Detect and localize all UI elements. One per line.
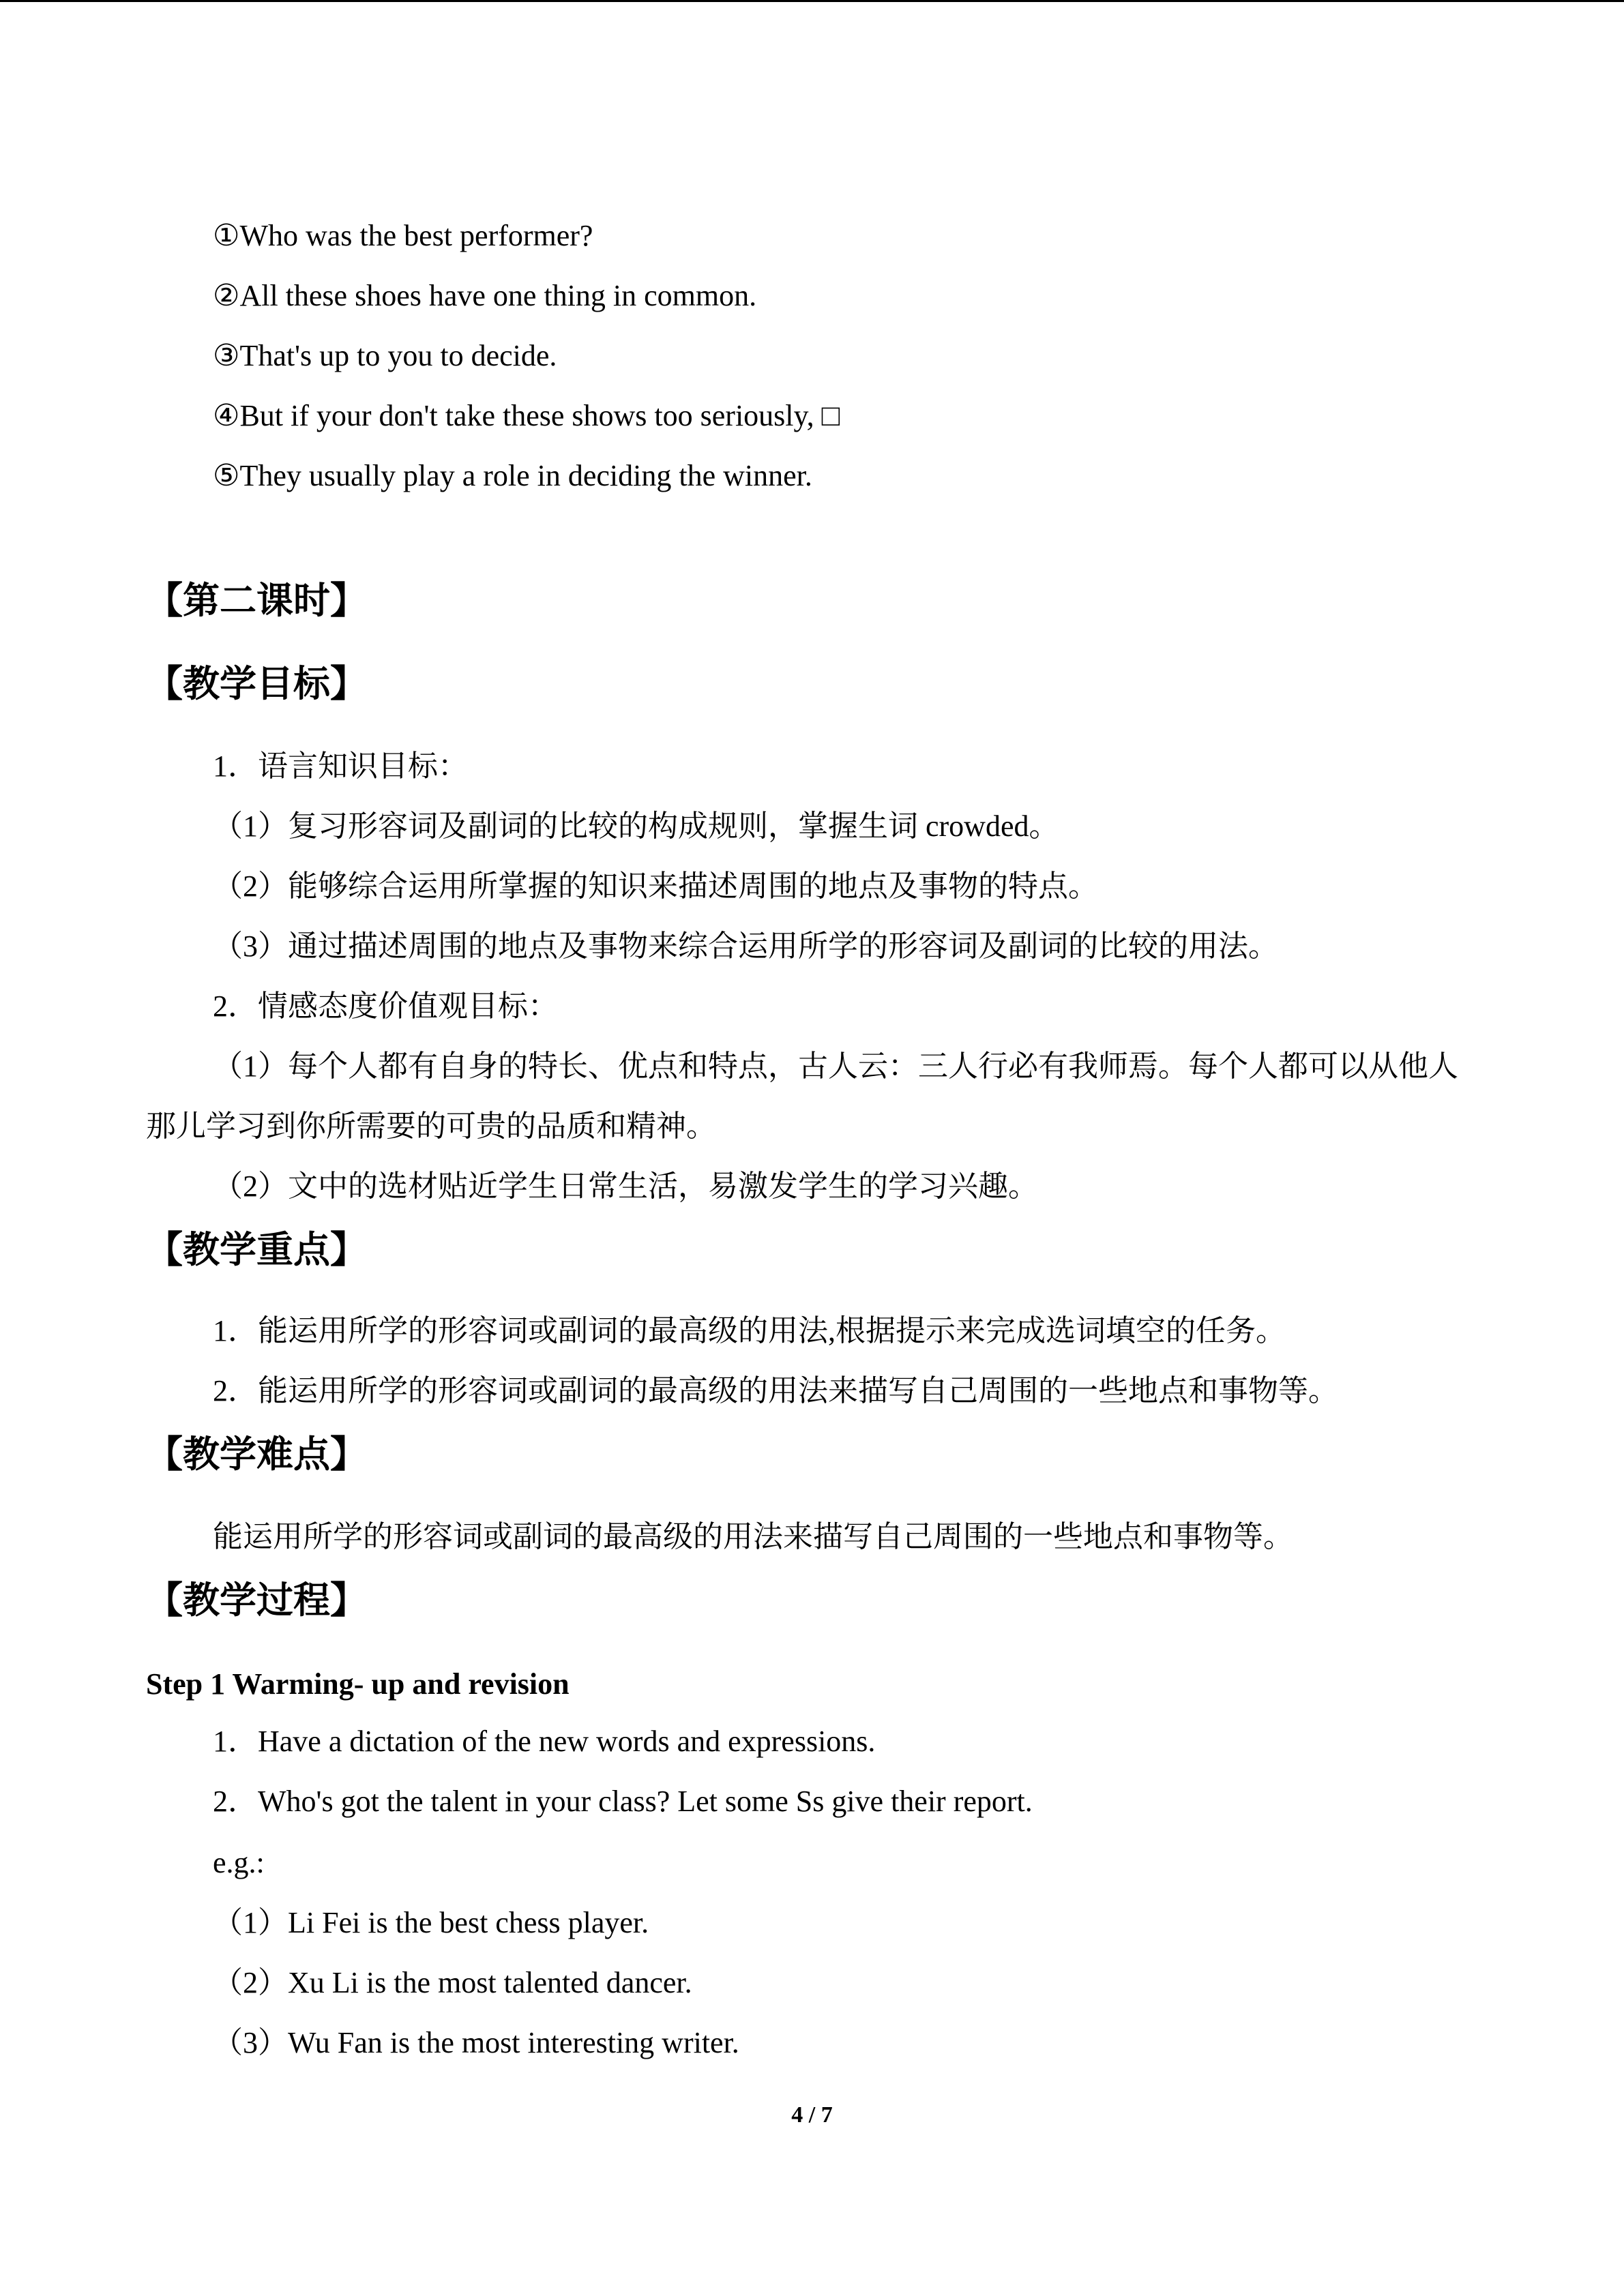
emotion-item-1: （1）每个人都有自身的特长、优点和特点，古人云：三人行必有我师焉。每个人都可以从他人那儿学习到你所需要的可贵的品质和精神。 bbox=[146, 1049, 1458, 1143]
process-heading: 【教学过程】 bbox=[146, 1579, 367, 1622]
sentence-5: ⑤They usually play a role in deciding the winner. bbox=[213, 459, 812, 492]
knowledge-item-3: （3）通过描述周围的地点及事物来综合运用所学的形容词及副词的比较的用法。 bbox=[213, 929, 1278, 963]
step-1-title: Step 1 Warming- up and revision bbox=[146, 1667, 570, 1701]
lesson-two-title: 【第二课时】 bbox=[146, 579, 367, 622]
key-point-1: 1．能运用所学的形容词或副词的最高级的用法,根据提示来完成选词填空的任务。 bbox=[213, 1314, 1286, 1347]
knowledge-objective-title: 1．语言知识目标： bbox=[213, 749, 468, 783]
sentence-3: ③That's up to you to decide. bbox=[213, 339, 557, 372]
process-item-1: 1．Have a dictation of the new words and expressions. bbox=[213, 1725, 876, 1758]
page-number: 4 / 7 bbox=[791, 2102, 833, 2128]
sentence-1: ①Who was the best performer? bbox=[213, 219, 593, 252]
page-top-border bbox=[0, 0, 1624, 2]
knowledge-item-2: （2）能够综合运用所掌握的知识来描述周围的地点及事物的特点。 bbox=[213, 869, 1098, 903]
key-points-heading: 【教学重点】 bbox=[146, 1228, 367, 1271]
knowledge-item-1: （1）复习形容词及副词的比较的构成规则，掌握生词 crowded。 bbox=[213, 809, 1059, 843]
objectives-heading: 【教学目标】 bbox=[146, 662, 367, 705]
key-point-2: 2．能运用所学的形容词或副词的最高级的用法来描写自己周围的一些地点和事物等。 bbox=[213, 1374, 1338, 1407]
example-3: （3）Wu Fan is the most interesting writer. bbox=[213, 2026, 739, 2059]
example-2: （2）Xu Li is the most talented dancer. bbox=[213, 1966, 692, 1999]
emotion-objective-title: 2．情感态度价值观目标： bbox=[213, 989, 558, 1023]
difficulties-text: 能运用所学的形容词或副词的最高级的用法来描写自己周围的一些地点和事物等。 bbox=[213, 1520, 1293, 1553]
eg-label: e.g.: bbox=[213, 1846, 265, 1879]
emotion-item-2: （2）文中的选材贴近学生日常生活，易激发学生的学习兴趣。 bbox=[213, 1169, 1038, 1203]
sentence-2: ②All these shoes have one thing in common. bbox=[213, 279, 757, 312]
process-item-2: 2．Who's got the talent in your class? Let some Ss give their report. bbox=[213, 1785, 1033, 1818]
example-1: （1）Li Fei is the best chess player. bbox=[213, 1906, 649, 1939]
sentence-4: ④But if your don't take these shows too seriously, □ bbox=[213, 399, 840, 432]
difficulties-heading: 【教学难点】 bbox=[146, 1433, 367, 1476]
